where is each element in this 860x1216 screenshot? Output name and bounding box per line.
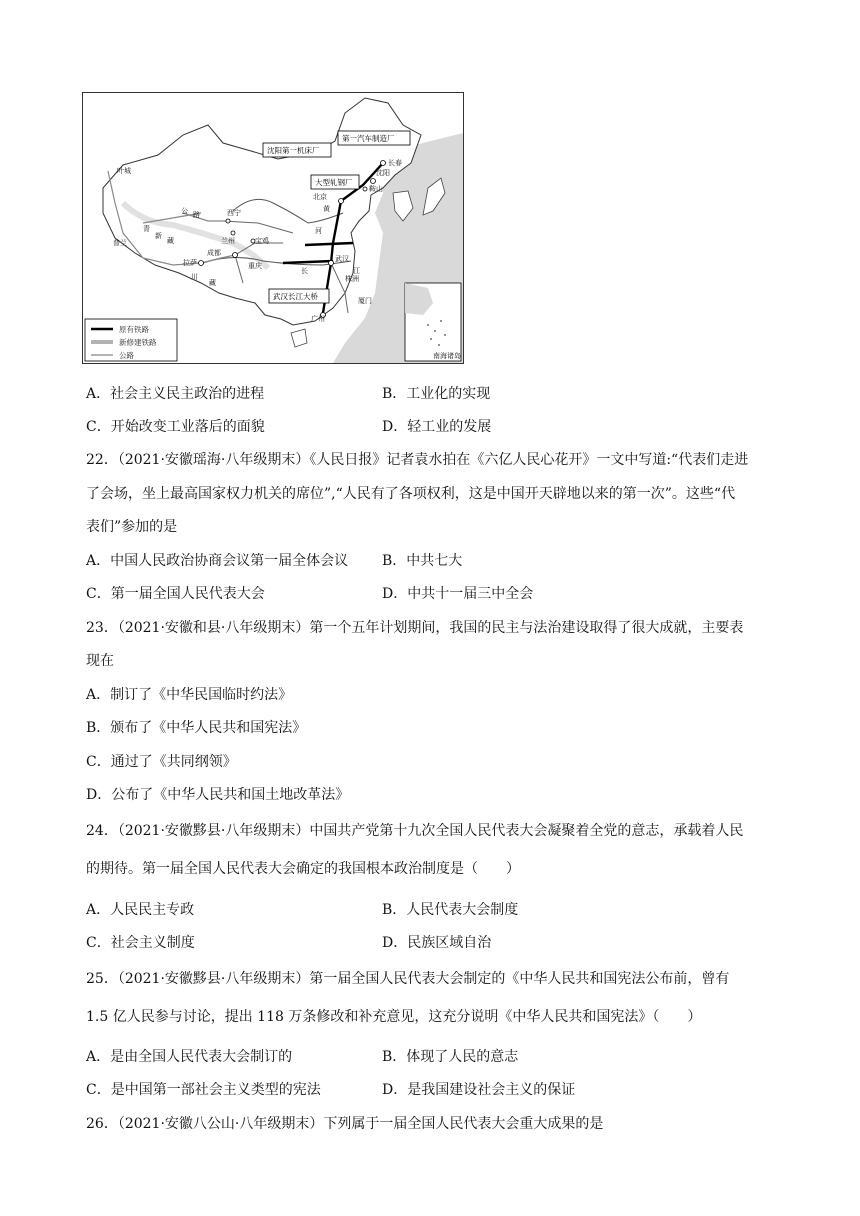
q24-option-a[interactable]: A．人民民主专政 [86,902,195,918]
svg-text:藏: 藏 [167,237,174,245]
q21-option-b[interactable]: B．工业化的实现 [382,386,491,402]
svg-text:藏: 藏 [209,279,216,287]
q22-option-d[interactable]: D．中共十一届三中全会 [382,586,534,602]
q24-option-b[interactable]: B．人民代表大会制度 [382,902,519,918]
q21-option-c[interactable]: C．开始改变工业落后的面貌 [86,419,265,435]
svg-text:宝鸡: 宝鸡 [255,237,269,245]
q21-option-d[interactable]: D．轻工业的发展 [382,419,492,435]
box-label: 大型轧钢厂 [315,178,353,187]
svg-text:拉萨: 拉萨 [183,259,197,267]
svg-text:株洲: 株洲 [345,275,359,283]
q25-option-b[interactable]: B．体现了人民的意志 [382,1049,519,1065]
svg-text:厦门: 厦门 [358,297,372,305]
q23-stem-line2: 现在 [86,653,114,669]
svg-text:兰州: 兰州 [221,237,235,245]
svg-text:鞍山: 鞍山 [369,185,383,193]
svg-text:黄: 黄 [323,205,330,213]
box-label: 第一汽车制造厂 [342,134,395,143]
legend-highway: 公路 [119,351,134,360]
svg-text:长: 长 [301,267,308,275]
south-china-sea-inset [405,283,461,361]
q24-stem-line1: 24．（2021·安徽黟县·八年级期末）中国共产党第十九次全国人民代表大会凝聚着全党的意志，承载着人民 [86,823,744,839]
q21-option-a[interactable]: A．社会主义民主政治的进程 [86,386,265,402]
q26-stem-line1: 26．（2021·安徽八公山·八年级期末）下列属于一届全国人民代表大会重大成果的是 [86,1116,604,1132]
q24-option-c[interactable]: C．社会主义制度 [86,935,195,951]
q22-option-c[interactable]: C．第一届全国人民代表大会 [86,586,265,602]
box-label: 沈阳第一机床厂 [267,146,320,155]
q22-stem-line1: 22．（2021·安徽瑶海·八年级期末）《人民日报》记者袁水拍在《六亿人民心花开》一文中写道:“代表们走进 [86,452,749,468]
q25-stem-line2: 1.5 亿人民参与讨论，提出 118 万条修改和补充意见，这充分说明《中华人民共和国宪法》（ ） [86,1009,702,1025]
svg-text:武汉: 武汉 [335,255,349,263]
svg-text:西宁: 西宁 [227,209,241,217]
svg-text:北京: 北京 [313,193,327,201]
q22-stem-line2: 了会场，坐上最高国家权力机关的席位”,“人民有了各项权利，这是中国开天辟地以来的第一次”。这些“代 [86,486,736,502]
q25-stem-line1: 25．（2021·安徽黟县·八年级期末）第一届全国人民代表大会制定的《中华人民共和国宪法公布前，曾有 [86,971,730,987]
svg-text:沈阳: 沈阳 [376,169,390,177]
map-svg [83,93,463,363]
svg-text:青: 青 [143,225,150,233]
svg-text:路: 路 [193,211,200,219]
legend-original-railway: 原有铁路 [119,325,149,334]
q24-stem-line2: 的期待。第一届全国人民代表大会确定的我国根本政治制度是（ ） [86,861,520,877]
svg-text:长春: 长春 [388,159,402,167]
map-legend [85,319,177,361]
svg-text:河: 河 [315,227,322,235]
svg-text:广州: 广州 [311,315,325,323]
box-label: 武汉长江大桥 [273,292,318,301]
q22-option-b[interactable]: B．中共七大 [382,553,463,569]
hainan-shape [291,329,307,347]
q25-option-c[interactable]: C．是中国第一部社会主义类型的宪法 [86,1082,321,1098]
q23-stem-line1: 23．（2021·安徽和县·八年级期末）第一个五年计划期间，我国的民主与法治建设取得了很大成就，主要表 [86,620,744,636]
q25-option-d[interactable]: D．是我国建设社会主义的保证 [382,1082,576,1098]
inset-label: 南海诸岛 [433,352,461,360]
svg-text:成都: 成都 [207,249,221,257]
svg-text:重庆: 重庆 [248,262,262,270]
svg-text:川: 川 [191,273,198,281]
q22-option-a[interactable]: A．中国人民政治协商会议第一届全体会议 [86,553,349,569]
q23-option-b[interactable]: B．颁布了《中华人民共和国宪法》 [86,720,307,736]
q23-option-a[interactable]: A．制订了《中华民国临时约法》 [86,687,293,703]
q22-stem-line3: 表们”参加的是 [86,519,178,535]
china-railway-map [82,92,464,364]
svg-text:公: 公 [181,207,188,215]
q25-option-a[interactable]: A．是由全国人民代表大会制订的 [86,1049,293,1065]
legend-new-railway: 新修建铁路 [119,338,157,347]
q24-option-d[interactable]: D．民族区域自治 [382,935,492,951]
q23-option-d[interactable]: D．公布了《中华人民共和国土地改革法》 [86,787,350,803]
svg-text:普兰: 普兰 [113,239,127,247]
svg-text:叶城: 叶城 [117,167,131,175]
svg-text:江: 江 [353,267,360,275]
svg-text:新: 新 [155,232,162,240]
q23-option-c[interactable]: C．通过了《共同纲领》 [86,754,237,770]
